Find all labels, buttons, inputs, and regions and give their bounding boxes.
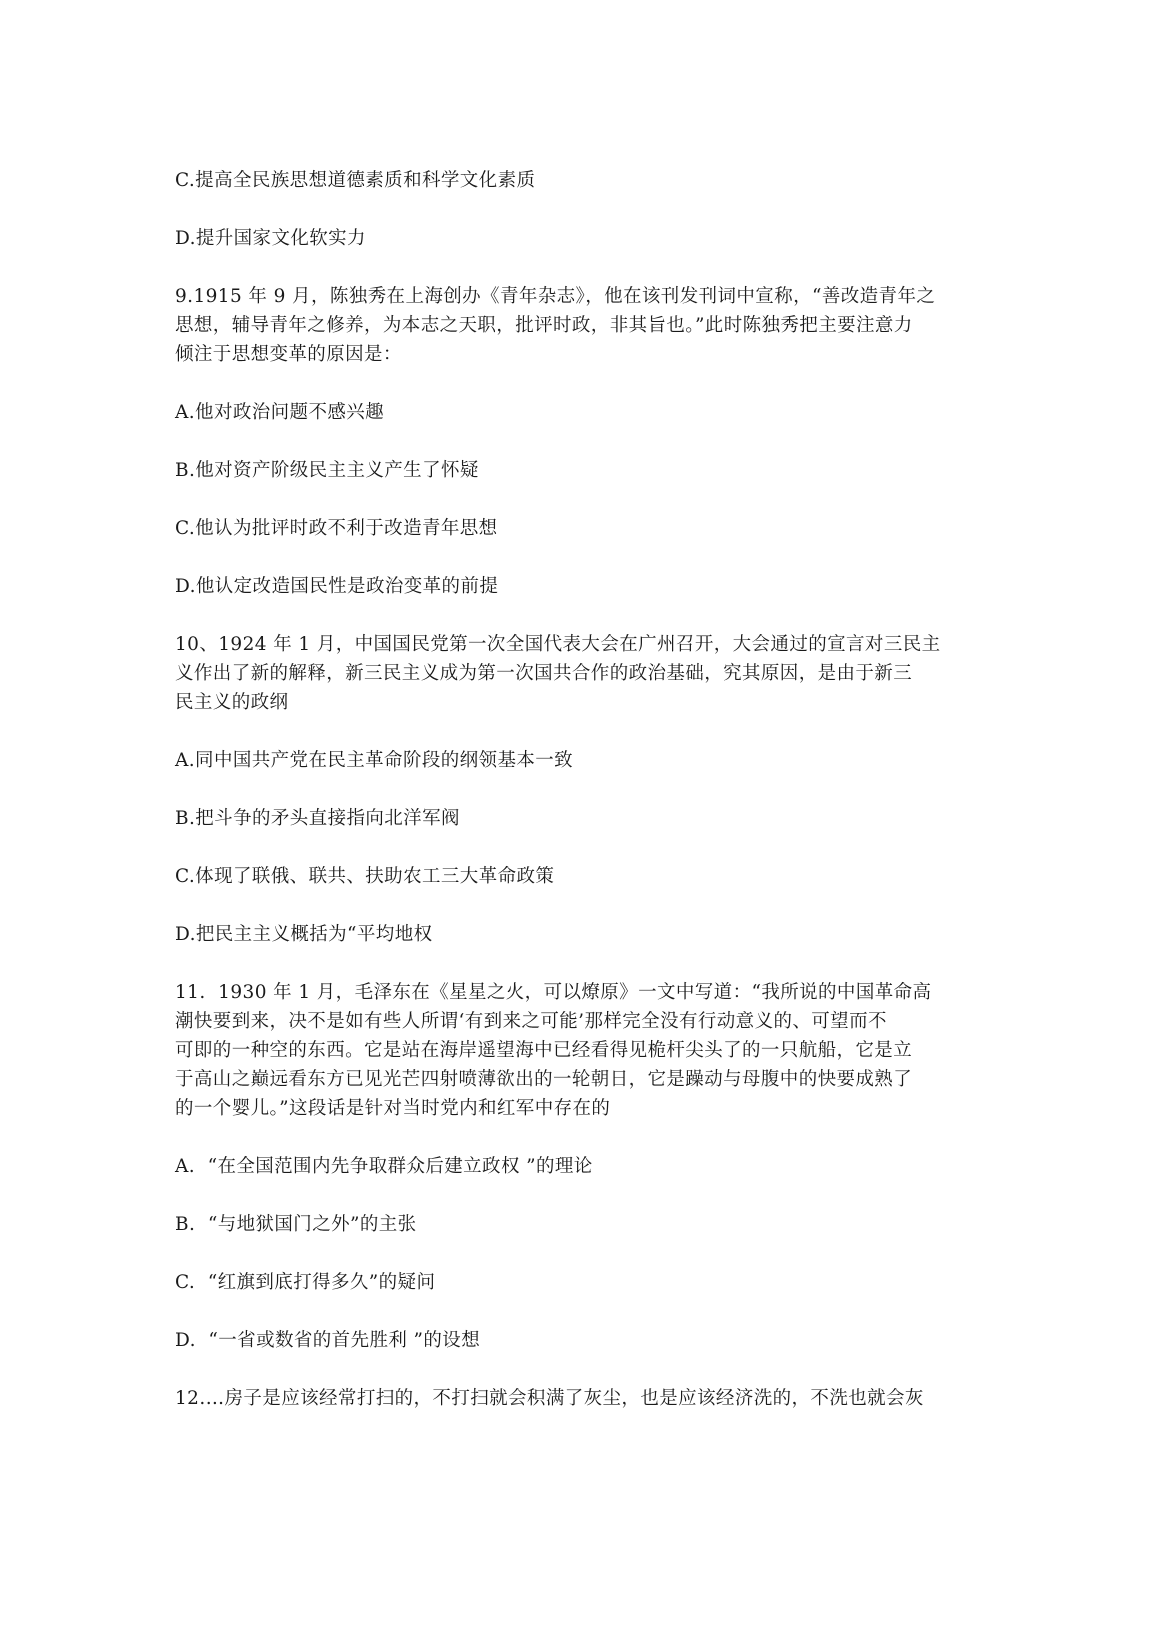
option-text: D. “一省或数省的首先胜利 ”的设想 [175,1330,481,1351]
option-text: C.体现了联俄、联共、扶助农工三大革命政策 [175,866,555,887]
option-text: C. “红旗到底打得多久”的疑问 [175,1272,436,1293]
option-text: B.他对资产阶级民主主义产生了怀疑 [175,460,479,481]
question-text: 的一个婴儿。”这段话是针对当时党内和红军中存在的 [175,1098,611,1119]
question-text: 10、1924 年 1 月，中国国民党第一次全国代表大会在广州召开，大会通过的宣言对三民主 [175,634,941,655]
question-text: 于高山之巅远看东方已见光芒四射喷薄欲出的一轮朝日，它是躁动与母腹中的快要成熟了 [175,1069,913,1090]
question-text: 9.1915 年 9 月，陈独秀在上海创办《青年杂志》，他在该刊发刊词中宣称，“善改造青年之 [175,286,936,307]
option-text: D.把民主主义概括为“平均地权 [175,924,433,945]
question-text: 11. 1930 年 1 月，毛泽东在《星星之火，可以燎原》一文中写道：“我所说的中国革命高 [175,982,932,1003]
question-text: 义作出了新的解释，新三民主义成为第一次国共合作的政治基础，究其原因，是由于新三 [175,663,913,684]
option-text: C.他认为批评时政不利于改造青年思想 [175,518,498,539]
option-text: C.提高全民族思想道德素质和科学文化素质 [175,170,536,191]
option-text: B.把斗争的矛头直接指向北洋军阀 [175,808,460,829]
question-text: 潮快要到来，决不是如有些人所谓‘有到来之可能’那样完全没有行动意义的、可望而不 [175,1011,887,1032]
question-text: 可即的一种空的东西。它是站在海岸遥望海中已经看得见桅杆尖头了的一只航船，它是立 [175,1040,913,1061]
option-text: B. “与地狱国门之外”的主张 [175,1214,417,1235]
option-text: A. “在全国范围内先争取群众后建立政权 ”的理论 [175,1156,593,1177]
question-text: 倾注于思想变革的原因是： [175,344,402,365]
question-text: 民主义的政纲 [175,692,289,713]
option-text: A.同中国共产党在民主革命阶段的纲领基本一致 [175,750,574,771]
option-text: D.他认定改造国民性是政治变革的前提 [175,576,499,597]
option-text: D.提升国家文化软实力 [175,228,366,249]
option-text: A.他对政治问题不感兴趣 [175,402,385,423]
question-text: 12.…房子是应该经常打扫的，不打扫就会积满了灰尘，也是应该经济洗的，不洗也就会灰 [175,1388,924,1409]
question-text: 思想，辅导青年之修养，为本志之天职，批评时政，非其旨也。”此时陈独秀把主要注意力 [175,315,913,336]
